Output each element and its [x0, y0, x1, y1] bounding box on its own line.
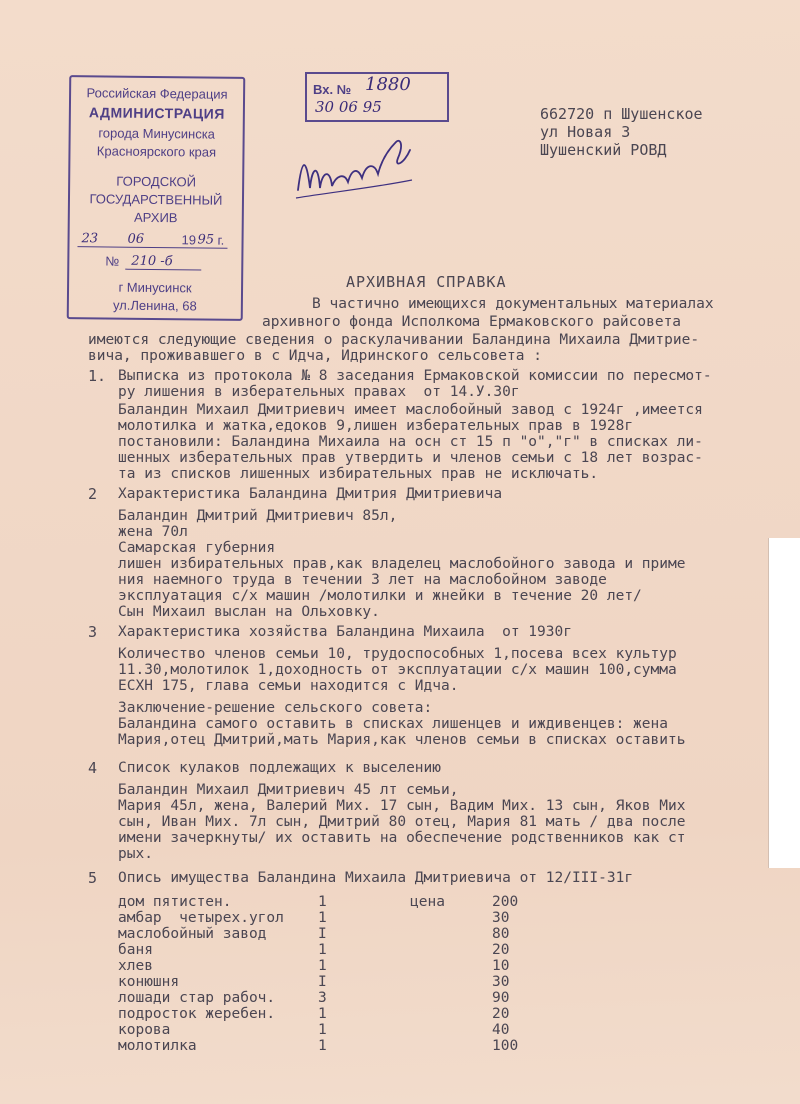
section-1-line: постановили: Баландина Михаила на осн ст 15 п "о","г" в списках ли-: [118, 434, 703, 450]
inventory-item-qty: 3: [318, 990, 327, 1006]
inventory-item-qty: I: [318, 926, 327, 942]
inventory-item-qty: 1: [318, 894, 327, 910]
intro-line-3: имеются следующие сведения о раскулачивании Баландина Михаила Дмитрие-: [88, 332, 700, 348]
intro-line-2: архивного фонда Исполкома Ермаковского райсовета: [262, 314, 682, 330]
section-1-line: та из списков лишенных избирательных прав не исключать.: [118, 466, 599, 482]
section-4-line: Мария 45л, жена, Валерий Мих. 17 сын, Вадим Мих. 13 сын, Яков Мих: [118, 798, 686, 814]
section-1-line: шенных изберательных прав утвердить и членов семьи с 18 лет возрас-: [118, 450, 703, 466]
section-4-line: рых.: [118, 846, 153, 862]
section-2-line: жена 70л: [118, 524, 188, 540]
inventory-item-qty: 1: [318, 910, 327, 926]
inventory-item-name: корова: [118, 1022, 171, 1038]
incoming-date: 30 06 95: [315, 98, 382, 116]
archive-stamp: [67, 75, 246, 321]
address-line-2: ул Новая 3: [540, 123, 631, 141]
inventory-item-name: конюшня: [118, 974, 180, 990]
inventory-item-qty: 1: [318, 1022, 327, 1038]
inventory-item-price: 40: [492, 1022, 510, 1038]
section-2-line: Самарская губерния: [118, 540, 276, 556]
inventory-item-name: лошади стар рабоч.: [118, 990, 276, 1006]
inventory-item-price: 20: [492, 942, 510, 958]
section-4-line: имени зачеркнуты/ их оставить на обеспечение родственников как ст: [118, 830, 686, 846]
stamp-date-month: 06: [127, 231, 145, 247]
inventory-item-price: 20: [492, 1006, 510, 1022]
inventory-item-name: хлев: [118, 958, 153, 974]
inventory-item-qty: 1: [318, 1006, 327, 1022]
stamp-date-year-prefix: 19: [181, 232, 197, 248]
inventory-item-name: амбар четырех.угол: [118, 910, 284, 926]
inventory-item-name: молотилка: [118, 1038, 197, 1054]
stamp-city: города Минусинска: [98, 125, 216, 142]
section-2-line: Баландин Дмитрий Дмитриевич 85л,: [118, 508, 398, 524]
stamp-line5: ГОРОДСКОЙ: [116, 173, 197, 190]
incoming-number: 1880: [365, 74, 411, 95]
inventory-item-price: 80: [492, 926, 510, 942]
stamp-date-suffix: г.: [217, 232, 225, 248]
section-1-line: ру лишения в изберательных правах от 14.У.30г: [118, 384, 520, 400]
inventory-item-price: 90: [492, 990, 510, 1006]
section-3-line: Баландина самого оставить в списках лишенцев и иждивенцев: жена: [118, 716, 668, 732]
section-3-line: Количество членов семьи 10, трудоспособных 1,посева всех культур: [118, 646, 677, 662]
section-2-line: лишен избирательных прав,как владелец маслобойного завода и приме: [118, 556, 686, 572]
section-3-number: 3: [88, 623, 98, 641]
handwritten-signature: [292, 128, 432, 218]
section-4-number: 4: [88, 759, 98, 777]
stamp-number-value: 210 -б: [131, 253, 173, 270]
section-3-line: Характеристика хозяйства Баландина Михаила от 1930г: [118, 624, 572, 640]
incoming-label: Вх. №: [313, 82, 352, 97]
section-2-line: Характеристика Баландина Дмитрия Дмитриевича: [118, 486, 503, 502]
inventory-item-qty: 1: [318, 1038, 327, 1054]
section-3-line: Заключение-решение сельского совета:: [118, 700, 433, 716]
inventory-item-price: 100: [492, 1038, 519, 1054]
section-1-number: 1.: [88, 367, 107, 385]
inventory-item-price: 30: [492, 974, 510, 990]
stamp-number: [69, 253, 241, 270]
section-1-line: Выписка из протокола № 8 заседания Ермаковской комиссии по пересмот-: [118, 368, 712, 384]
inventory-item-price: 30: [492, 910, 510, 926]
inventory-item-price: 200: [492, 894, 519, 910]
stamp-country: Российская Федерация: [86, 85, 228, 102]
inventory-item-qty: I: [318, 974, 327, 990]
section-4-line: Список кулаков подлежащих к выселению: [118, 760, 442, 776]
stamp-line6: ГОСУДАРСТВЕННЫЙ: [89, 191, 223, 208]
section-2-line: Сын Михаил выслан на Ольховку.: [118, 604, 380, 620]
intro-line-1: В частично имеющихся документальных материалах: [312, 296, 714, 312]
stamp-town: г Минусинск: [118, 279, 192, 296]
section-1-line: Баландин Михаил Дмитриевич имеет маслобойный завод с 1924г ,имеется: [118, 402, 703, 418]
address-line-3: Шушенский РОВД: [540, 141, 667, 159]
stamp-date-day: 23: [81, 231, 99, 247]
stamp-date-year: 95: [197, 232, 215, 248]
section-2-line: ния наемного труда в течении 3 лет на маслобойном заводе: [118, 572, 607, 588]
section-5-number: 5: [88, 869, 98, 887]
stamp-street: ул.Ленина, 68: [112, 297, 197, 314]
section-4-line: сын, Иван Мих. 7л сын, Дмитрий 80 отец, Мария 81 мать / два после: [118, 814, 686, 830]
section-4-line: Баландин Михаил Дмитриевич 45 лт семьи,: [118, 782, 459, 798]
inventory-item-name: дом пятистен.: [118, 894, 232, 910]
inventory-item-qty: 1: [318, 958, 327, 974]
stamp-line7: АРХИВ: [133, 209, 178, 226]
section-3-line: Мария,отец Дмитрий,мать Мария,как членов семьи в списках оставить: [118, 732, 686, 748]
intro-line-4: вича, проживавшего в с Идча, Идринского сельсовета :: [88, 348, 542, 364]
section-2-number: 2: [88, 485, 98, 503]
inventory-item-name: маслобойный завод: [118, 926, 267, 942]
address-line-1: 662720 п Шушенское: [540, 105, 703, 123]
torn-edge: [768, 538, 800, 868]
inventory-price-label: цена: [410, 894, 445, 910]
incoming-stamp: [305, 72, 449, 122]
section-3-line: 11.30,молотилок 1,доходность от эксплуатации с/х машин 100,сумма: [118, 662, 677, 678]
document-title: АРХИВНАЯ СПРАВКА: [346, 273, 507, 291]
stamp-region: Красноярского края: [96, 143, 217, 160]
stamp-date-underline: [77, 246, 227, 249]
inventory-item-price: 10: [492, 958, 510, 974]
stamp-number-label: №: [105, 253, 120, 269]
stamp-number-underline: [125, 269, 201, 271]
section-1-line: молотилка и жатка,едоков 9,лишен изберательных прав в 1928г: [118, 418, 634, 434]
section-2-line: эксплуатация с/х машин /молотилки и жнейки в течение 20 лет/: [118, 588, 642, 604]
inventory-heading: Опись имущества Баландина Михаила Дмитриевича от 12/III-31г: [118, 870, 634, 886]
section-3-line: ЕСХН 175, глава семьи находится с Идча.: [118, 678, 459, 694]
inventory-item-name: подросток жеребен.: [118, 1006, 276, 1022]
stamp-date: [70, 231, 242, 248]
stamp-admin: АДМИНИСТРАЦИЯ: [88, 104, 225, 122]
inventory-item-qty: 1: [318, 942, 327, 958]
inventory-item-name: баня: [118, 942, 153, 958]
